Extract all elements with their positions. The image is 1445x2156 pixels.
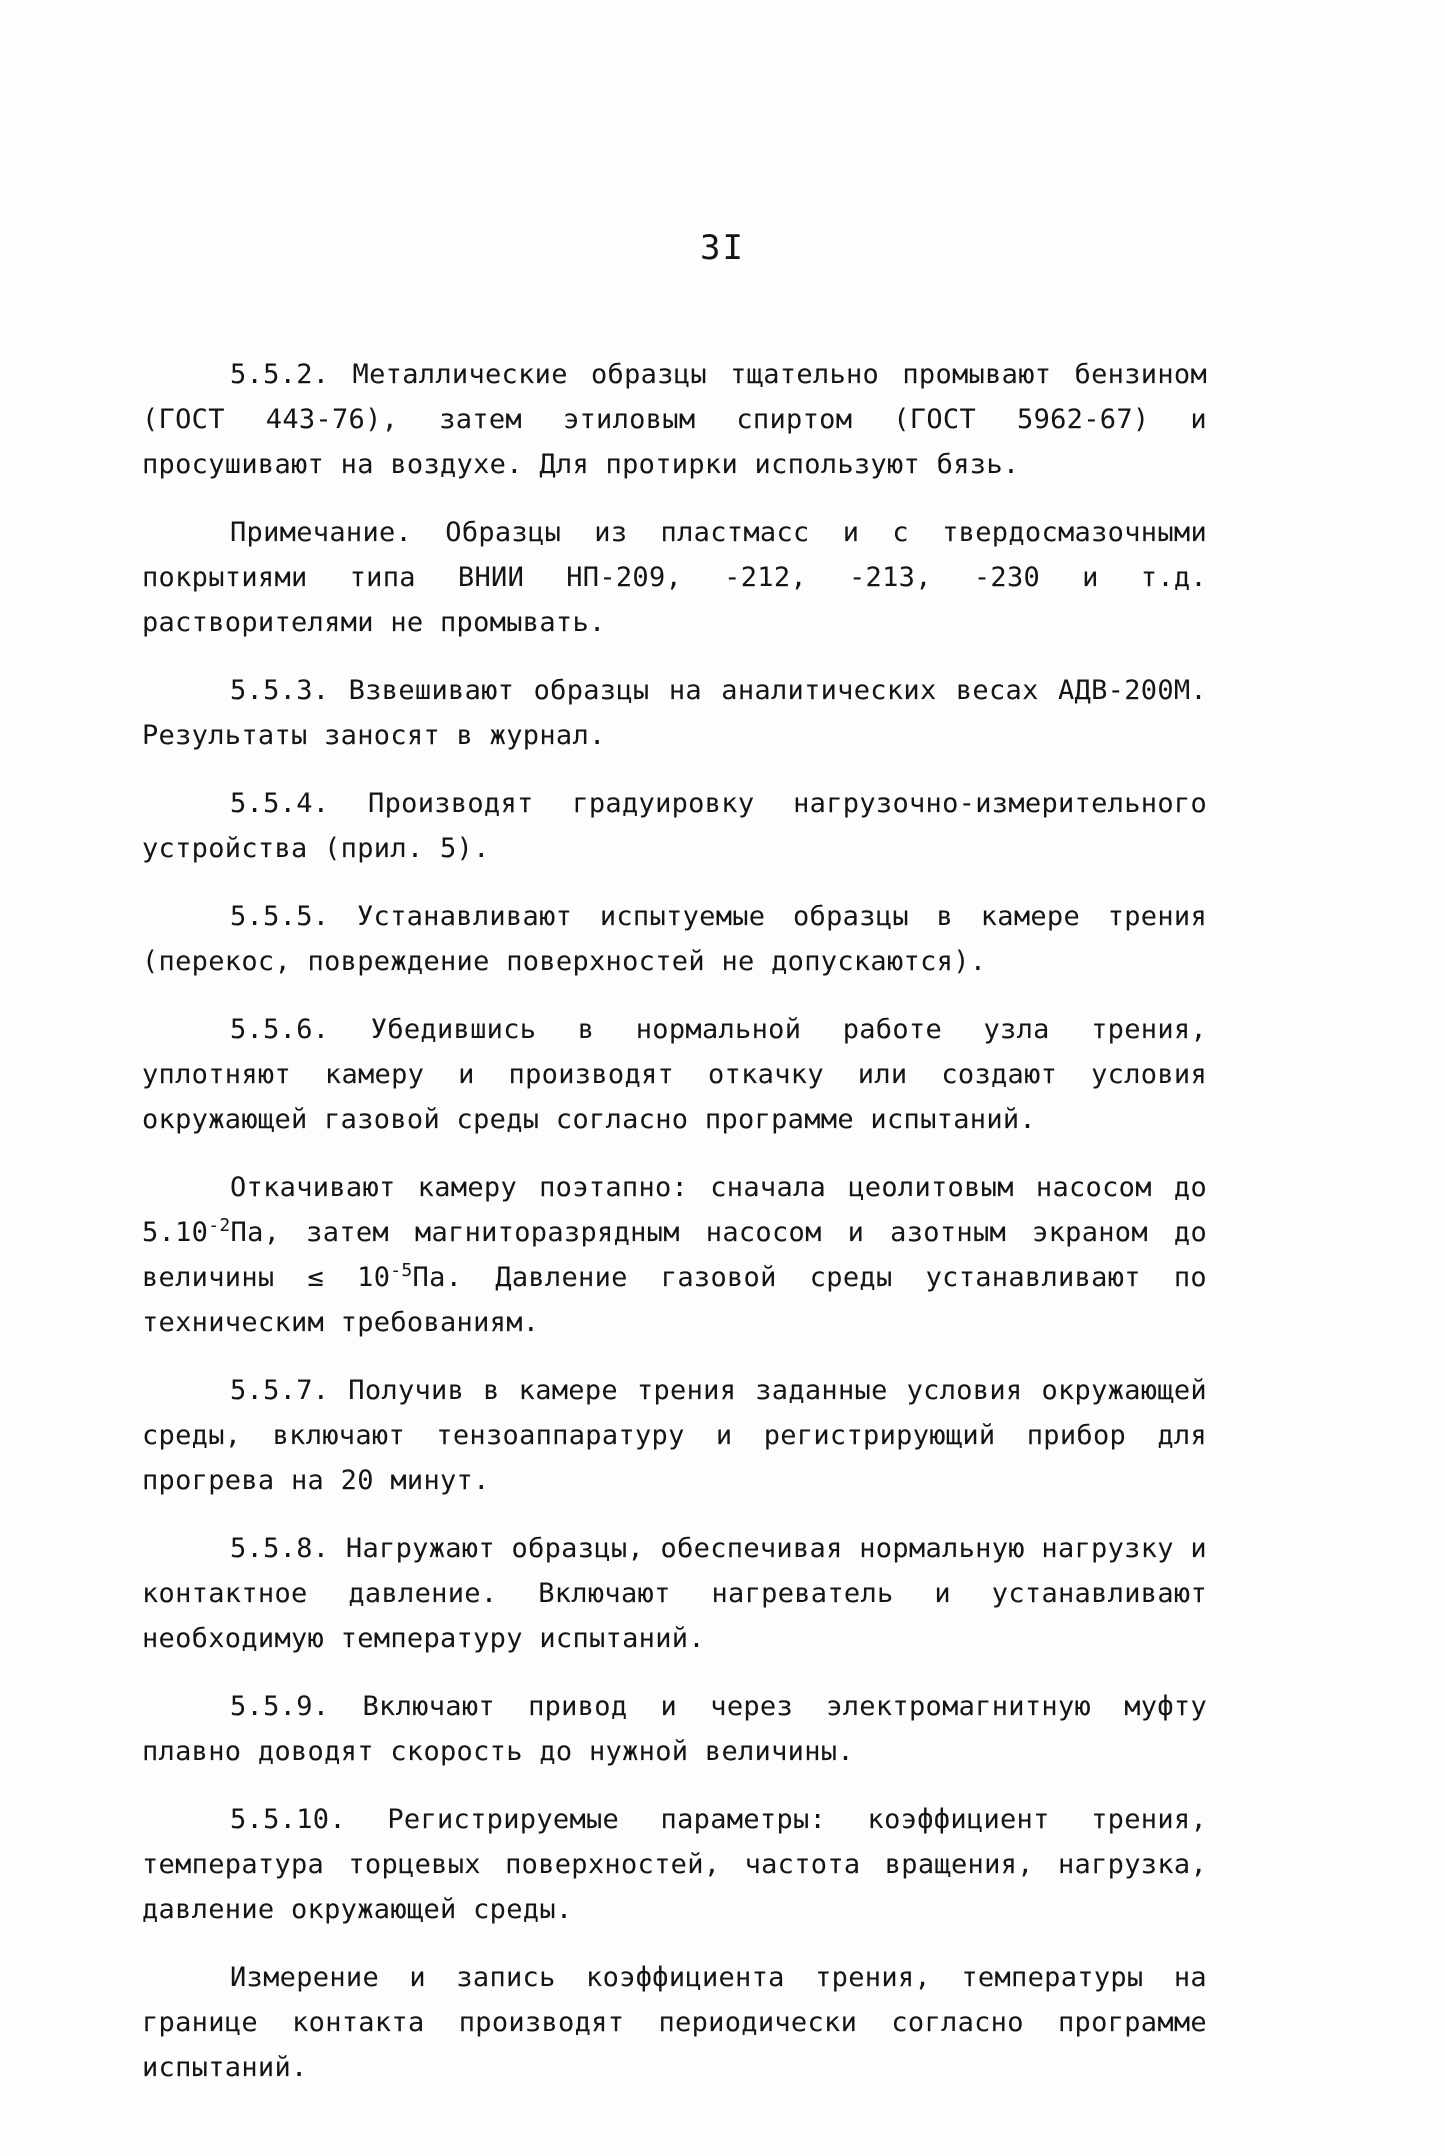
paragraph-5-5-4: 5.5.4. Производят градуировку нагрузочно-измерительного устройства (прил. 5).: [142, 788, 1207, 864]
measurement-paragraph: Измерение и запись коэффициента трения, температуры на границе контакта производят периодически согласно программе испытаний.: [142, 1962, 1207, 2083]
pressure-exponent-1: -2: [208, 1215, 231, 1236]
pumping-text-1: Откачивают камеру поэтапно: сначала цеолитовым насосом до 5.10: [142, 1172, 1207, 1248]
page-number: 3I: [700, 228, 745, 268]
paragraph-5-5-9: 5.5.9. Включают привод и через электромагнитную муфту плавно доводят скорость до нужной величины.: [142, 1691, 1207, 1767]
document-body: [142, 352, 1207, 2113]
paragraph-5-5-2: 5.5.2. Металлические образцы тщательно промывают бензином (ГОСТ 443-76), затем этиловым спиртом (ГОСТ 5962-67) и просушивают на воздухе. Для протирки используют бязь.: [142, 359, 1207, 480]
paragraph-5-5-5: 5.5.5. Устанавливают испытуемые образцы в камере трения (перекос, повреждение поверхностей не допускаются).: [142, 901, 1207, 977]
paragraph-5-5-6: 5.5.6. Убедившись в нормальной работе узла трения, уплотняют камеру и производят откачку или создают условия окружающей газовой среды согласно программе испытаний.: [142, 1014, 1207, 1135]
paragraph-5-5-10: 5.5.10. Регистрируемые параметры: коэффициент трения, температура торцевых поверхностей, частота вращения, нагрузка, давление окружающей среды.: [142, 1804, 1207, 1925]
pressure-exponent-2: -5: [390, 1260, 413, 1281]
paragraph-5-5-8: 5.5.8. Нагружают образцы, обеспечивая нормальную нагрузку и контактное давление. Включают нагреватель и устанавливают необходимую температуру испытаний.: [142, 1533, 1207, 1654]
paragraph-5-5-3: 5.5.3. Взвешивают образцы на аналитических весах АДВ-200М. Результаты заносят в журнал.: [142, 675, 1207, 751]
pumping-paragraph: [142, 1165, 1207, 1345]
pumping-text-2: Па, затем магниторазрядным насосом и азотным экраном до величины ≤ 10: [142, 1217, 1207, 1293]
paragraph-5-5-7: 5.5.7. Получив в камере трения заданные условия окружающей среды, включают тензоаппаратуру и регистрирующий прибор для прогрева на 20 минут.: [142, 1375, 1207, 1496]
note-paragraph: Примечание. Образцы из пластмасс и с твердосмазочными покрытиями типа ВНИИ НП-209, -212, -213, -230 и т.д. растворителями не промывать.: [142, 517, 1207, 638]
pumping-text-3: Па. Давление газовой среды устанавливают по техническим требованиям.: [142, 1262, 1207, 1338]
